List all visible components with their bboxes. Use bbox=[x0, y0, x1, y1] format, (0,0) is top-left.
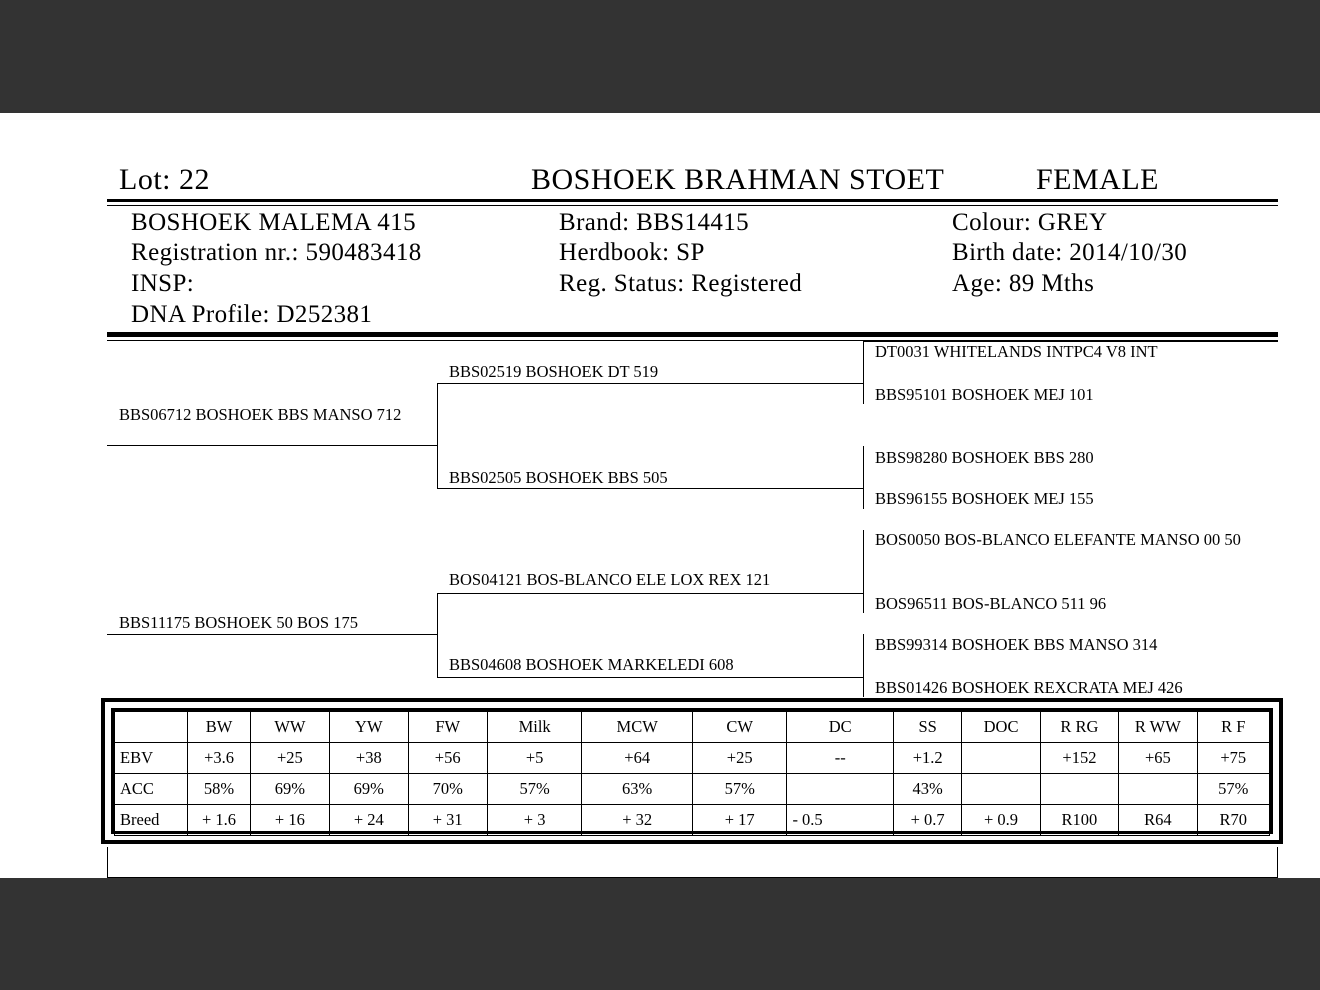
ebv-cell: 63% bbox=[582, 774, 693, 805]
ebv-cell: - 0.5 bbox=[787, 805, 894, 836]
ebv-cell: + 1.6 bbox=[188, 805, 250, 836]
ebv-header-cell: MCW bbox=[582, 712, 693, 743]
ebv-header-cell bbox=[115, 712, 188, 743]
gg-bracket-4 bbox=[863, 634, 864, 697]
notes-box bbox=[107, 847, 1278, 878]
pedigree-gg8: BBS01426 BOSHOEK REXCRATA MEJ 426 bbox=[875, 678, 1183, 697]
birth-date-field: Birth date: 2014/10/30 bbox=[952, 239, 1188, 266]
ebv-row-breed bbox=[115, 805, 1270, 836]
ebv-cell: + 24 bbox=[330, 805, 408, 836]
insp-field: INSP: bbox=[131, 270, 195, 297]
pedigree-dam: BBS11175 BOSHOEK 50 BOS 175 bbox=[119, 613, 358, 632]
header-rule-thick bbox=[107, 199, 1278, 202]
ebv-cell: +64 bbox=[582, 743, 693, 774]
ebv-cell: + 17 bbox=[692, 805, 786, 836]
ebv-table-frame bbox=[101, 698, 1283, 844]
ebv-row-acc bbox=[115, 774, 1270, 805]
ebv-cell: +152 bbox=[1040, 743, 1118, 774]
pedigree-gg4: BBS96155 BOSHOEK MEJ 155 bbox=[875, 489, 1094, 508]
ebv-header-cell: R WW bbox=[1119, 712, 1197, 743]
sire-dam-line bbox=[437, 488, 863, 489]
ebv-cell: +56 bbox=[408, 743, 487, 774]
ebv-header-cell: SS bbox=[893, 712, 961, 743]
pedigree-sire: BBS06712 BOSHOEK BBS MANSO 712 bbox=[119, 405, 402, 424]
ebv-row-label: EBV bbox=[115, 743, 188, 774]
animal-name: BOSHOEK MALEMA 415 bbox=[131, 209, 416, 236]
ebv-header-cell: BW bbox=[188, 712, 250, 743]
ebv-cell: + 31 bbox=[408, 805, 487, 836]
pedigree-sire-dam: BBS02505 BOSHOEK BBS 505 bbox=[449, 468, 668, 487]
ebv-cell: 58% bbox=[188, 774, 250, 805]
gg-bracket-1 bbox=[863, 341, 864, 404]
ebv-header-cell: DOC bbox=[962, 712, 1040, 743]
ebv-cell: +3.6 bbox=[188, 743, 250, 774]
ebv-cell: +5 bbox=[487, 743, 581, 774]
herdbook-field: Herdbook: SP bbox=[559, 239, 705, 266]
animal-sex: FEMALE bbox=[1036, 163, 1159, 196]
gg-bracket-3 bbox=[863, 530, 864, 613]
sire-sire-line bbox=[437, 383, 863, 384]
ebv-cell: 69% bbox=[250, 774, 329, 805]
ebv-header-cell: R F bbox=[1197, 712, 1269, 743]
ebv-cell: R70 bbox=[1197, 805, 1269, 836]
ebv-header-cell: YW bbox=[330, 712, 408, 743]
ebv-cell bbox=[1040, 774, 1118, 805]
ebv-cell: +25 bbox=[692, 743, 786, 774]
ebv-table-inner-frame bbox=[111, 708, 1273, 834]
ebv-header-row bbox=[115, 712, 1270, 743]
ebv-cell: + 3 bbox=[487, 805, 581, 836]
age-field: Age: 89 Mths bbox=[952, 270, 1095, 297]
pedigree-gg2: BBS95101 BOSHOEK MEJ 101 bbox=[875, 385, 1094, 404]
ebv-table bbox=[114, 711, 1270, 836]
lot-sheet bbox=[0, 113, 1320, 878]
ebv-cell: 70% bbox=[408, 774, 487, 805]
ebv-cell bbox=[787, 774, 894, 805]
ebv-cell: 69% bbox=[330, 774, 408, 805]
ebv-cell: +25 bbox=[250, 743, 329, 774]
ebv-cell: -- bbox=[787, 743, 894, 774]
ebv-cell: +65 bbox=[1119, 743, 1197, 774]
ebv-cell: 43% bbox=[893, 774, 961, 805]
ebv-cell: + 16 bbox=[250, 805, 329, 836]
ebv-header-cell: Milk bbox=[487, 712, 581, 743]
ebv-row-label: Breed bbox=[115, 805, 188, 836]
ebv-cell: +75 bbox=[1197, 743, 1269, 774]
pedigree-dam-sire: BOS04121 BOS-BLANCO ELE LOX REX 121 bbox=[449, 570, 771, 589]
sire-line bbox=[107, 445, 437, 446]
ebv-cell: +1.2 bbox=[893, 743, 961, 774]
ebv-row-label: ACC bbox=[115, 774, 188, 805]
ebv-header-cell: FW bbox=[408, 712, 487, 743]
ebv-cell: + 0.9 bbox=[962, 805, 1040, 836]
ebv-cell bbox=[962, 743, 1040, 774]
ebv-header-cell: WW bbox=[250, 712, 329, 743]
breeder-name: BOSHOEK BRAHMAN STOET bbox=[531, 163, 945, 196]
sire-bracket bbox=[437, 383, 438, 488]
pedigree-sire-sire: BBS02519 BOSHOEK DT 519 bbox=[449, 362, 659, 381]
reg-status-field: Reg. Status: Registered bbox=[559, 270, 803, 297]
pedigree-gg7: BBS99314 BOSHOEK BBS MANSO 314 bbox=[875, 635, 1158, 654]
ebv-cell: 57% bbox=[1197, 774, 1269, 805]
dna-profile: DNA Profile: D252381 bbox=[131, 301, 373, 328]
ebv-cell: + 0.7 bbox=[893, 805, 961, 836]
colour-field: Colour: GREY bbox=[952, 209, 1108, 236]
ebv-header-cell: DC bbox=[787, 712, 894, 743]
pedigree-gg5: BOS0050 BOS-BLANCO ELEFANTE MANSO 00 50 bbox=[875, 530, 1241, 549]
brand-field: Brand: BBS14415 bbox=[559, 209, 750, 236]
gg-bracket-2 bbox=[863, 446, 864, 509]
pedigree-gg1: DT0031 WHITELANDS INTPC4 V8 INT bbox=[875, 342, 1158, 361]
ebv-cell: R100 bbox=[1040, 805, 1118, 836]
ebv-cell bbox=[1119, 774, 1197, 805]
ebv-row-ebv bbox=[115, 743, 1270, 774]
ebv-cell: + 32 bbox=[582, 805, 693, 836]
pedigree-dam-dam: BBS04608 BOSHOEK MARKELEDI 608 bbox=[449, 655, 734, 674]
header-rule-thin bbox=[107, 205, 1278, 206]
ebv-cell: 57% bbox=[692, 774, 786, 805]
registration-number: Registration nr.: 590483418 bbox=[131, 239, 422, 266]
pedigree-gg6: BOS96511 BOS-BLANCO 511 96 bbox=[875, 594, 1107, 613]
ebv-cell bbox=[962, 774, 1040, 805]
lot-number: Lot: 22 bbox=[119, 163, 210, 196]
dam-bracket bbox=[437, 593, 438, 677]
ebv-cell: R64 bbox=[1119, 805, 1197, 836]
dam-dam-line bbox=[437, 677, 863, 678]
dam-line bbox=[107, 634, 437, 635]
dam-sire-line bbox=[437, 593, 863, 594]
ebv-cell: +38 bbox=[330, 743, 408, 774]
pedigree-gg3: BBS98280 BOSHOEK BBS 280 bbox=[875, 448, 1094, 467]
ebv-cell: 57% bbox=[487, 774, 581, 805]
ebv-header-cell: CW bbox=[692, 712, 786, 743]
ebv-header-cell: R RG bbox=[1040, 712, 1118, 743]
gg1-line bbox=[863, 341, 1278, 342]
info-rule-thick bbox=[107, 332, 1278, 337]
